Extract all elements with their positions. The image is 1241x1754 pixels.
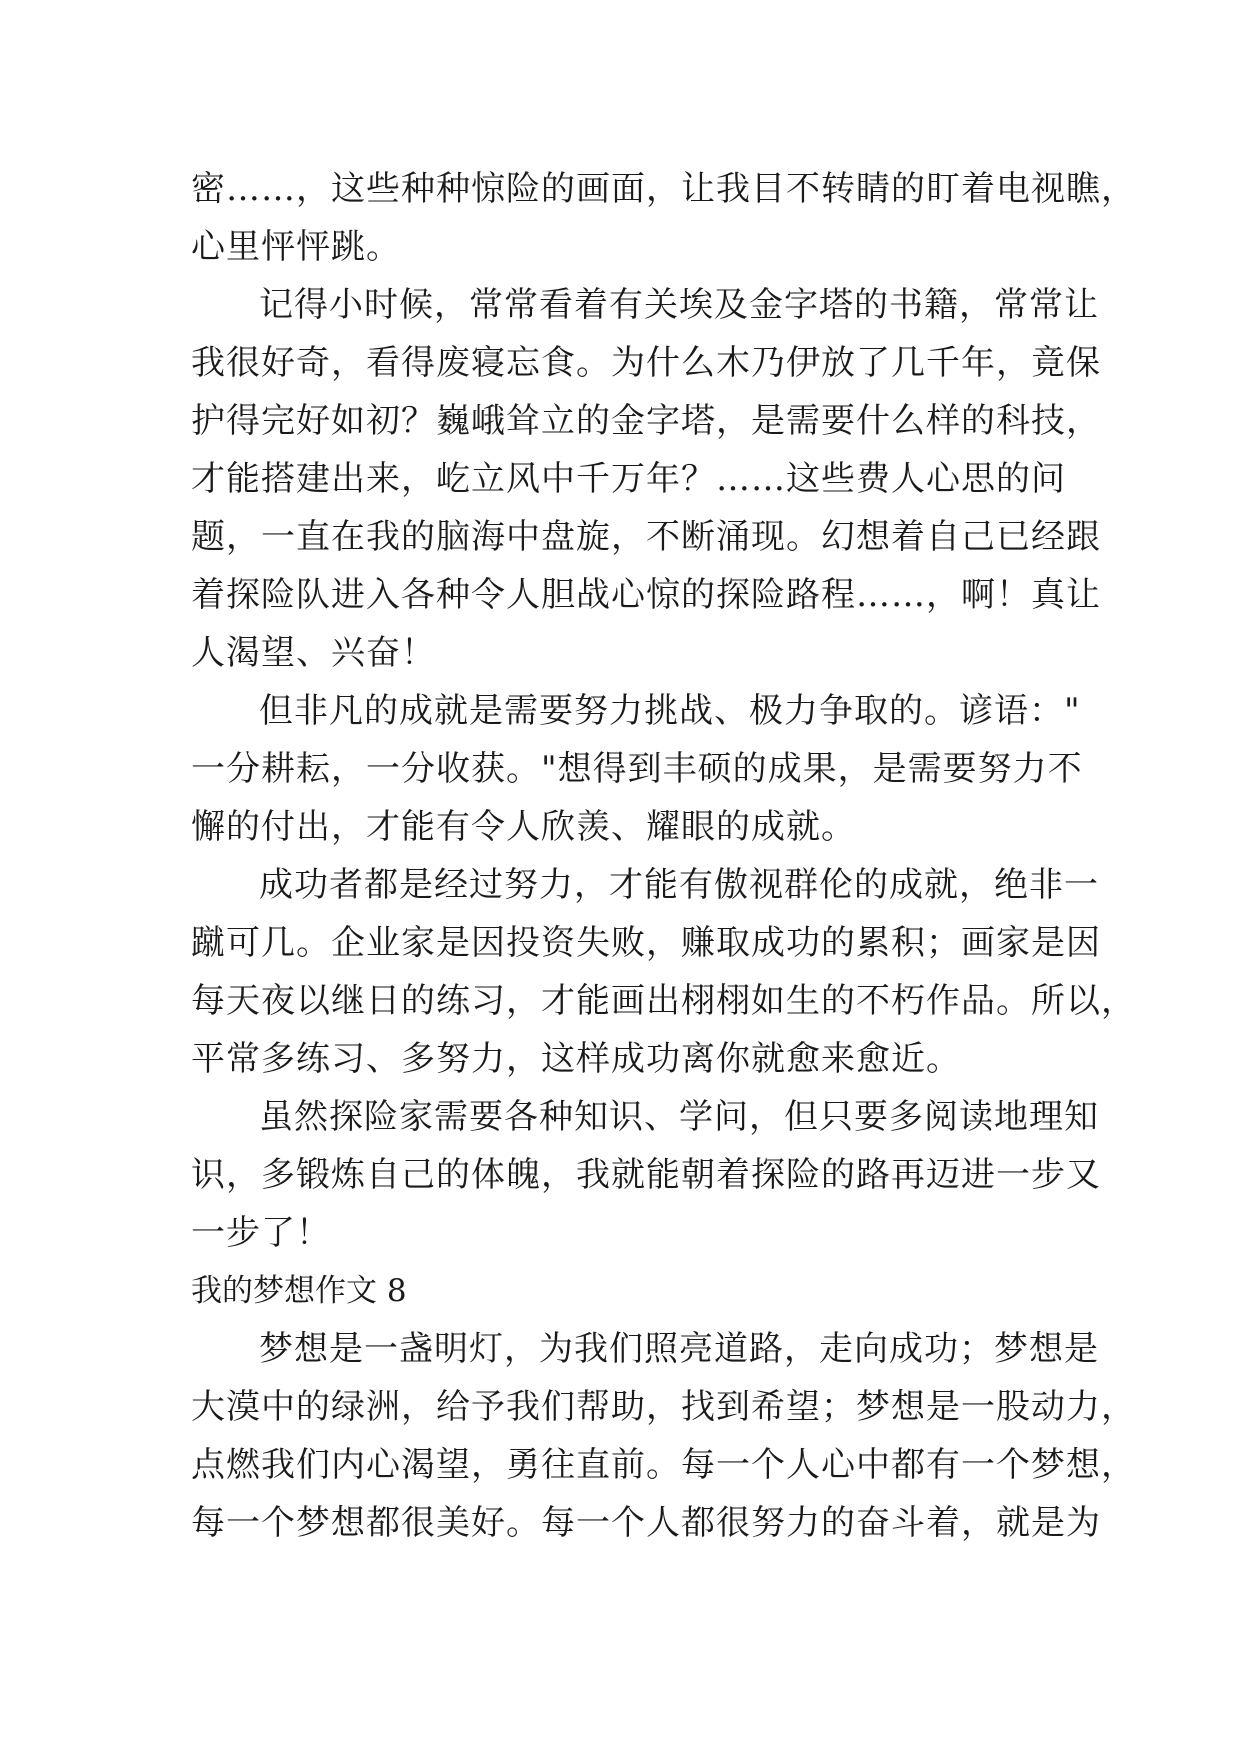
text-line: 记得小时候，常常看着有关埃及金字塔的书籍，常常让 [259,285,1099,325]
document-page [191,160,1136,1552]
text-line: 每天夜以继日的练习，才能画出栩栩如生的不朽作品。所以， [191,981,1136,1021]
paragraph [191,160,1136,276]
paragraph [191,276,1101,682]
text-line: 懈的付出，才能有令人欣羡、耀眼的成就。 [191,807,856,847]
text-line: 心里怦怦跳。 [191,227,401,267]
text-line: 梦想是一盏明灯，为我们照亮道路，走向成功；梦想是 [259,1329,1099,1369]
text-line: 才能搭建出来，屹立风中千万年？……这些费人心思的问 [191,459,1066,499]
text-line: 一分耕耘，一分收获。"想得到丰硕的成果，是需要努力不 [191,749,1083,789]
text-line: 人渴望、兴奋！ [191,633,436,673]
text-line: 护得完好如初？巍峨耸立的金字塔，是需要什么样的科技， [191,401,1101,441]
text-line: 一步了！ [191,1213,331,1253]
paragraph [191,1320,1136,1552]
paragraph [191,856,1136,1088]
section-title: 我的梦想作文 8 [191,1273,407,1309]
text-line: 我很好奇，看得废寝忘食。为什么木乃伊放了几千年，竟保 [191,343,1101,383]
text-line: 蹴可几。企业家是因投资失败，赚取成功的累积；画家是因 [191,923,1101,963]
text-line: 点燃我们内心渴望，勇往直前。每一个人心中都有一个梦想， [191,1445,1136,1485]
text-line: 大漠中的绿洲，给予我们帮助，找到希望；梦想是一股动力， [191,1387,1136,1427]
text-line: 虽然探险家需要各种知识、学问，但只要多阅读地理知 [259,1097,1099,1137]
paragraph [191,682,1083,856]
text-line: 但非凡的成就是需要努力挑战、极力争取的。谚语：" [259,691,1081,731]
text-line: 题，一直在我的脑海中盘旋，不断涌现。幻想着自己已经跟 [191,517,1101,557]
text-line: 密……，这些种种惊险的画面，让我目不转睛的盯着电视瞧， [191,169,1136,209]
text-line: 成功者都是经过努力，才能有傲视群伦的成就，绝非一 [259,865,1099,905]
paragraph [191,1088,1101,1262]
text-line: 平常多练习、多努力，这样成功离你就愈来愈近。 [191,1039,961,1079]
text-line: 识，多锻炼自己的体魄，我就能朝着探险的路再迈进一步又 [191,1155,1101,1195]
text-line: 着探险队进入各种令人胆战心惊的探险路程……，啊！真让 [191,575,1101,615]
text-line: 每一个梦想都很美好。每一个人都很努力的奋斗着，就是为 [191,1503,1101,1543]
